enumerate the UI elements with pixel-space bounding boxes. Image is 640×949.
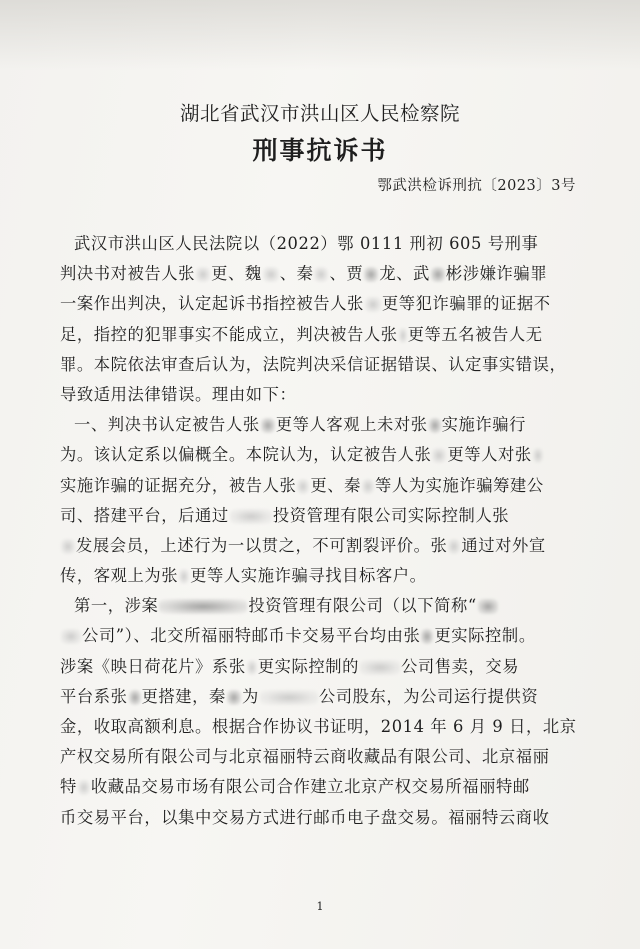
redaction-blur bbox=[129, 690, 141, 705]
text-run: 、贾 bbox=[329, 264, 364, 284]
text-run: 导致适用法律错误。理由如下： bbox=[60, 384, 297, 404]
text-run: 产权交易所有限公司与北京福丽特云商收藏品有限公司、北京福丽 bbox=[60, 747, 550, 767]
text-run: 更等人实施诈骗寻找目标客户。 bbox=[190, 566, 427, 586]
text-run: 等人为实施诈骗筹建公 bbox=[375, 475, 544, 495]
body-line bbox=[60, 591, 584, 621]
redaction-blur bbox=[365, 297, 381, 312]
text-run: 更实际控制的 bbox=[257, 656, 359, 676]
text-run: 实施诈骗的证据充分，被告人张 bbox=[60, 475, 297, 495]
redaction-blur bbox=[399, 328, 407, 343]
text-run: 足，指控的犯罪事实不能成立，判决被告人张 bbox=[60, 324, 398, 344]
body-line bbox=[60, 621, 584, 651]
text-run: 通过对外宣 bbox=[461, 535, 546, 555]
text-run: 罪。本院依法审查后认为，法院判决采信证据错误、认定事实错误， bbox=[60, 354, 567, 374]
text-run: 彬涉嫌诈骗罪 bbox=[445, 264, 548, 284]
text-run: 金，收取高额利息。根据合作协议书证明，2014 年 6 月 9 日，北京 bbox=[60, 717, 577, 736]
text-run: 更、魏 bbox=[211, 264, 262, 284]
body-line bbox=[60, 772, 584, 802]
body-line bbox=[60, 350, 584, 380]
text-run: 投资管理有限公司（以下简称“ bbox=[248, 596, 477, 616]
text-run: 平台系张 bbox=[60, 686, 128, 706]
text-run: 更等人客观上未对张 bbox=[275, 415, 428, 435]
text-run: 更等人对张 bbox=[447, 445, 532, 465]
text-run: 收藏品交易市场有限公司合作建立北京产权交易所福丽特邮 bbox=[90, 777, 530, 797]
body-line bbox=[60, 531, 584, 561]
text-run: 一案作出判决，认定起诉书指控被告人张 bbox=[60, 294, 364, 314]
redaction-blur bbox=[230, 509, 272, 524]
redaction-blur bbox=[360, 660, 400, 675]
body-line bbox=[60, 410, 584, 440]
body-line bbox=[60, 712, 584, 742]
text-run: 为 bbox=[241, 686, 259, 706]
body-line bbox=[60, 561, 584, 591]
text-run: 发展会员，上述行为一以贯之，不可割裂评价。张 bbox=[76, 535, 448, 555]
text-run: 特 bbox=[60, 777, 77, 797]
body-line bbox=[60, 380, 584, 410]
text-run: 更等犯诈骗罪的证据不 bbox=[381, 294, 551, 314]
redaction-blur bbox=[227, 690, 241, 705]
document-type-title: 刑事抗诉书 bbox=[252, 136, 388, 165]
text-run: 武汉市洪山区人民法院以（2022）鄂 0111 刑初 605 号刑事 bbox=[74, 234, 539, 253]
text-run: 司、搭建平台，后通过 bbox=[60, 505, 229, 525]
redaction-blur bbox=[432, 448, 446, 463]
redaction-blur bbox=[478, 599, 498, 614]
text-run: 币交易平台，以集中交易方式进行邮币电子盘交易。福丽特云商收 bbox=[60, 807, 550, 827]
text-run: 更、秦 bbox=[310, 475, 361, 495]
text-run: 公司售卖，交易 bbox=[401, 656, 520, 676]
redaction-blur bbox=[448, 539, 460, 554]
text-run: 为。该认定系以偏概全。本院认为，认定被告人张 bbox=[60, 445, 432, 465]
text-run: 更实际控制。 bbox=[434, 626, 536, 646]
text-run: 龙、武 bbox=[379, 264, 430, 284]
page-shadow bbox=[0, 0, 640, 70]
text-run: 传，客观上为张 bbox=[60, 566, 179, 586]
redaction-blur bbox=[364, 267, 378, 282]
body-line bbox=[60, 682, 584, 712]
body-line bbox=[60, 652, 584, 682]
text-run: 更等五名被告人无 bbox=[407, 324, 543, 344]
redaction-blur bbox=[533, 448, 543, 463]
text-run: 涉案《映日荷花片》系张 bbox=[60, 656, 246, 676]
body-line bbox=[60, 803, 584, 833]
redaction-blur bbox=[261, 418, 275, 433]
redaction-blur bbox=[314, 267, 328, 282]
body-line bbox=[60, 289, 584, 319]
document-number: 鄂武洪检诉刑抗〔2023〕3号 bbox=[377, 178, 576, 194]
body-line bbox=[60, 501, 584, 531]
redaction-blur bbox=[421, 629, 433, 644]
text-run: 公司”）、北交所福丽特邮币卡交易平台均由张 bbox=[82, 626, 421, 646]
body-line bbox=[60, 471, 584, 501]
redaction-blur bbox=[78, 780, 90, 795]
body-line bbox=[60, 742, 584, 772]
text-run: 公司股东，为公司运行提供资 bbox=[318, 686, 539, 706]
redaction-blur bbox=[263, 267, 279, 282]
redaction-blur bbox=[260, 690, 318, 705]
agency-title: 湖北省武汉市洪山区人民检察院 bbox=[179, 102, 460, 125]
redaction-blur bbox=[429, 418, 441, 433]
redaction-blur bbox=[159, 599, 247, 614]
body-line bbox=[60, 440, 584, 470]
body-line bbox=[60, 229, 584, 259]
text-run: 、秦 bbox=[279, 264, 314, 284]
page-number: 1 bbox=[316, 900, 324, 913]
redaction-blur bbox=[247, 660, 257, 675]
redaction-blur bbox=[362, 479, 374, 494]
redaction-blur bbox=[61, 539, 75, 554]
redaction-blur bbox=[196, 267, 210, 282]
redaction-blur bbox=[179, 569, 189, 584]
redaction-blur bbox=[297, 479, 309, 494]
text-run: 判决书对被告人张 bbox=[60, 264, 196, 284]
text-run: 一、判决书认定被告人张 bbox=[74, 415, 260, 435]
text-run: 更搭建，秦 bbox=[141, 686, 226, 706]
text-run: 实施诈骗行 bbox=[441, 415, 527, 435]
body-line bbox=[60, 259, 584, 289]
text-run: 投资管理有限公司实际控制人张 bbox=[272, 505, 510, 525]
redaction-blur bbox=[431, 267, 445, 282]
redaction-blur bbox=[61, 629, 81, 644]
text-run: 第一，涉案 bbox=[74, 596, 159, 616]
document-body bbox=[60, 229, 584, 833]
body-line bbox=[60, 320, 584, 350]
